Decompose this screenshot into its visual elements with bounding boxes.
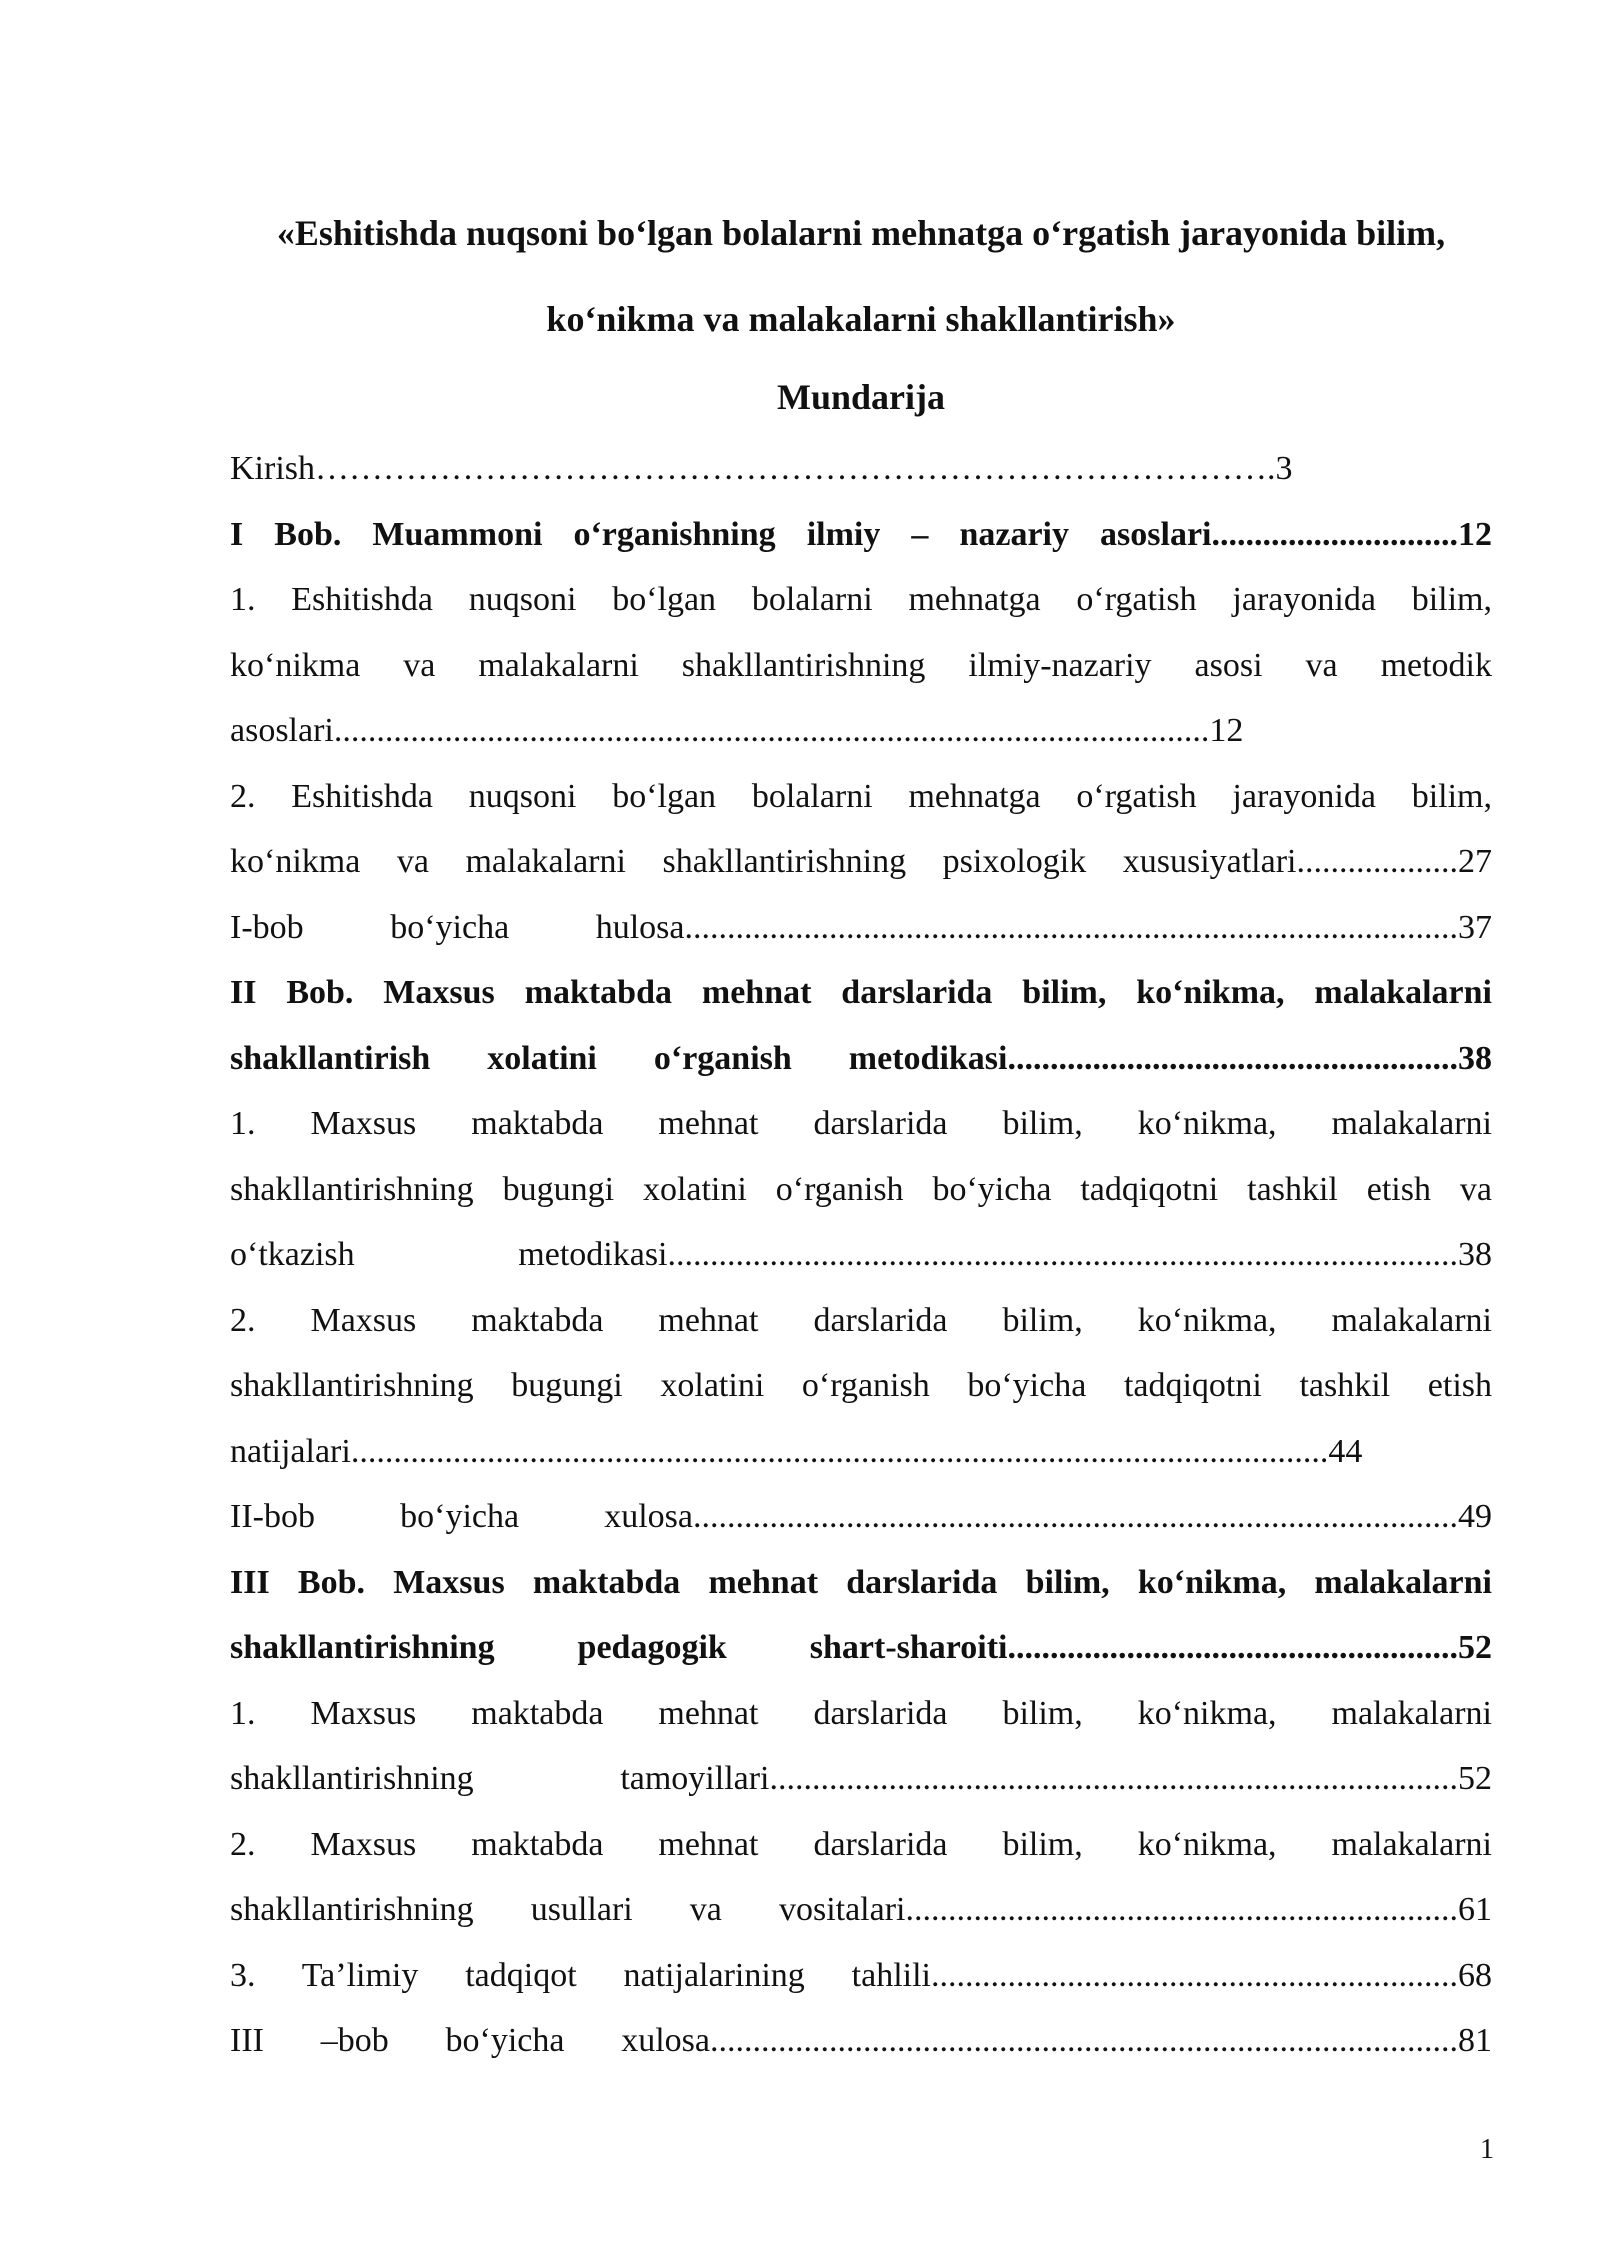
toc-line: shakllantirishning usullari va vositalari.................................................................61 (230, 1891, 1492, 1928)
toc-line: 2. Maxsus maktabda mehnat darslarida bilim, koʻnikma, malakalarni (230, 1825, 1492, 1863)
toc-line: oʻtkazish metodikasi.............................................................................................38 (230, 1236, 1492, 1273)
toc-line: III –bob boʻyicha xulosa........................................................................................81 (230, 2022, 1492, 2059)
toc-line: shakllantirish xolatini oʻrganish metodikasi.....................................................38 (230, 1039, 1492, 1077)
toc-line: II-bob boʻyicha xulosa..........................................................................................49 (230, 1498, 1492, 1535)
toc-line: 2. Maxsus maktabda mehnat darslarida bilim, koʻnikma, malakalarni (230, 1301, 1492, 1339)
toc-line: I-bob boʻyicha hulosa...........................................................................................37 (230, 908, 1492, 946)
toc-line: I Bob. Muammoni oʻrganishning ilmiy – nazariy asoslari.............................12 (230, 515, 1492, 553)
toc-line: 3. Taʼlimiy tadqiqot natijalarining tahlili..............................................................68 (230, 1956, 1492, 1994)
toc-line: 1. Maxsus maktabda mehnat darslarida bilim, koʻnikma, malakalarni (230, 1694, 1492, 1732)
toc-line: shakllantirishning bugungi xolatini oʻrganish boʻyicha tadqiqotni tashkil etish (230, 1367, 1492, 1404)
document-page (230, 190, 1492, 2074)
toc-heading: Mundarija (776, 377, 945, 417)
toc-line: shakllantirishning bugungi xolatini oʻrganish boʻyicha tadqiqotni tashkil etish va (230, 1170, 1492, 1208)
toc-line: asoslari.......................................................................................................12 (230, 712, 1244, 749)
document-title-line-2: koʻnikma va malakalarni shakllantirish» (546, 299, 1176, 339)
toc-line: II Bob. Maxsus maktabda mehnat darslarida bilim, koʻnikma, malakalarni (230, 974, 1492, 1011)
toc-line: shakllantirishning pedagogik shart-sharoiti.....................................................52 (230, 1629, 1492, 1666)
page-number: 1 (1480, 2134, 1494, 2165)
toc-line: koʻnikma va malakalarni shakllantirishning ilmiy-nazariy asosi va metodik (230, 646, 1492, 684)
document-title-line-1: «Eshitishda nuqsoni boʻlgan bolalarni mehnatga oʻrgatish jarayonida bilim, (276, 213, 1446, 253)
toc-line: 1. Eshitishda nuqsoni boʻlgan bolalarni mehnatga oʻrgatish jarayonida bilim, (230, 581, 1492, 618)
toc-line: 2. Eshitishda nuqsoni boʻlgan bolalarni mehnatga oʻrgatish jarayonida bilim, (230, 777, 1492, 815)
toc-line: shakllantirishning tamoyillari.................................................................................52 (230, 1760, 1492, 1797)
toc-line: natijalari...................................................................................................................44 (230, 1432, 1363, 1470)
toc-line: Kirish………………………………………………………………………….3 (230, 450, 1293, 487)
toc-line: koʻnikma va malakalarni shakllantirishning psixologik xususiyatlari...................27 (230, 843, 1492, 880)
toc-line: III Bob. Maxsus maktabda mehnat darslarida bilim, koʻnikma, malakalarni (230, 1563, 1492, 1601)
table-of-contents (230, 436, 1492, 2074)
toc-line: 1. Maxsus maktabda mehnat darslarida bilim, koʻnikma, malakalarni (230, 1105, 1492, 1142)
